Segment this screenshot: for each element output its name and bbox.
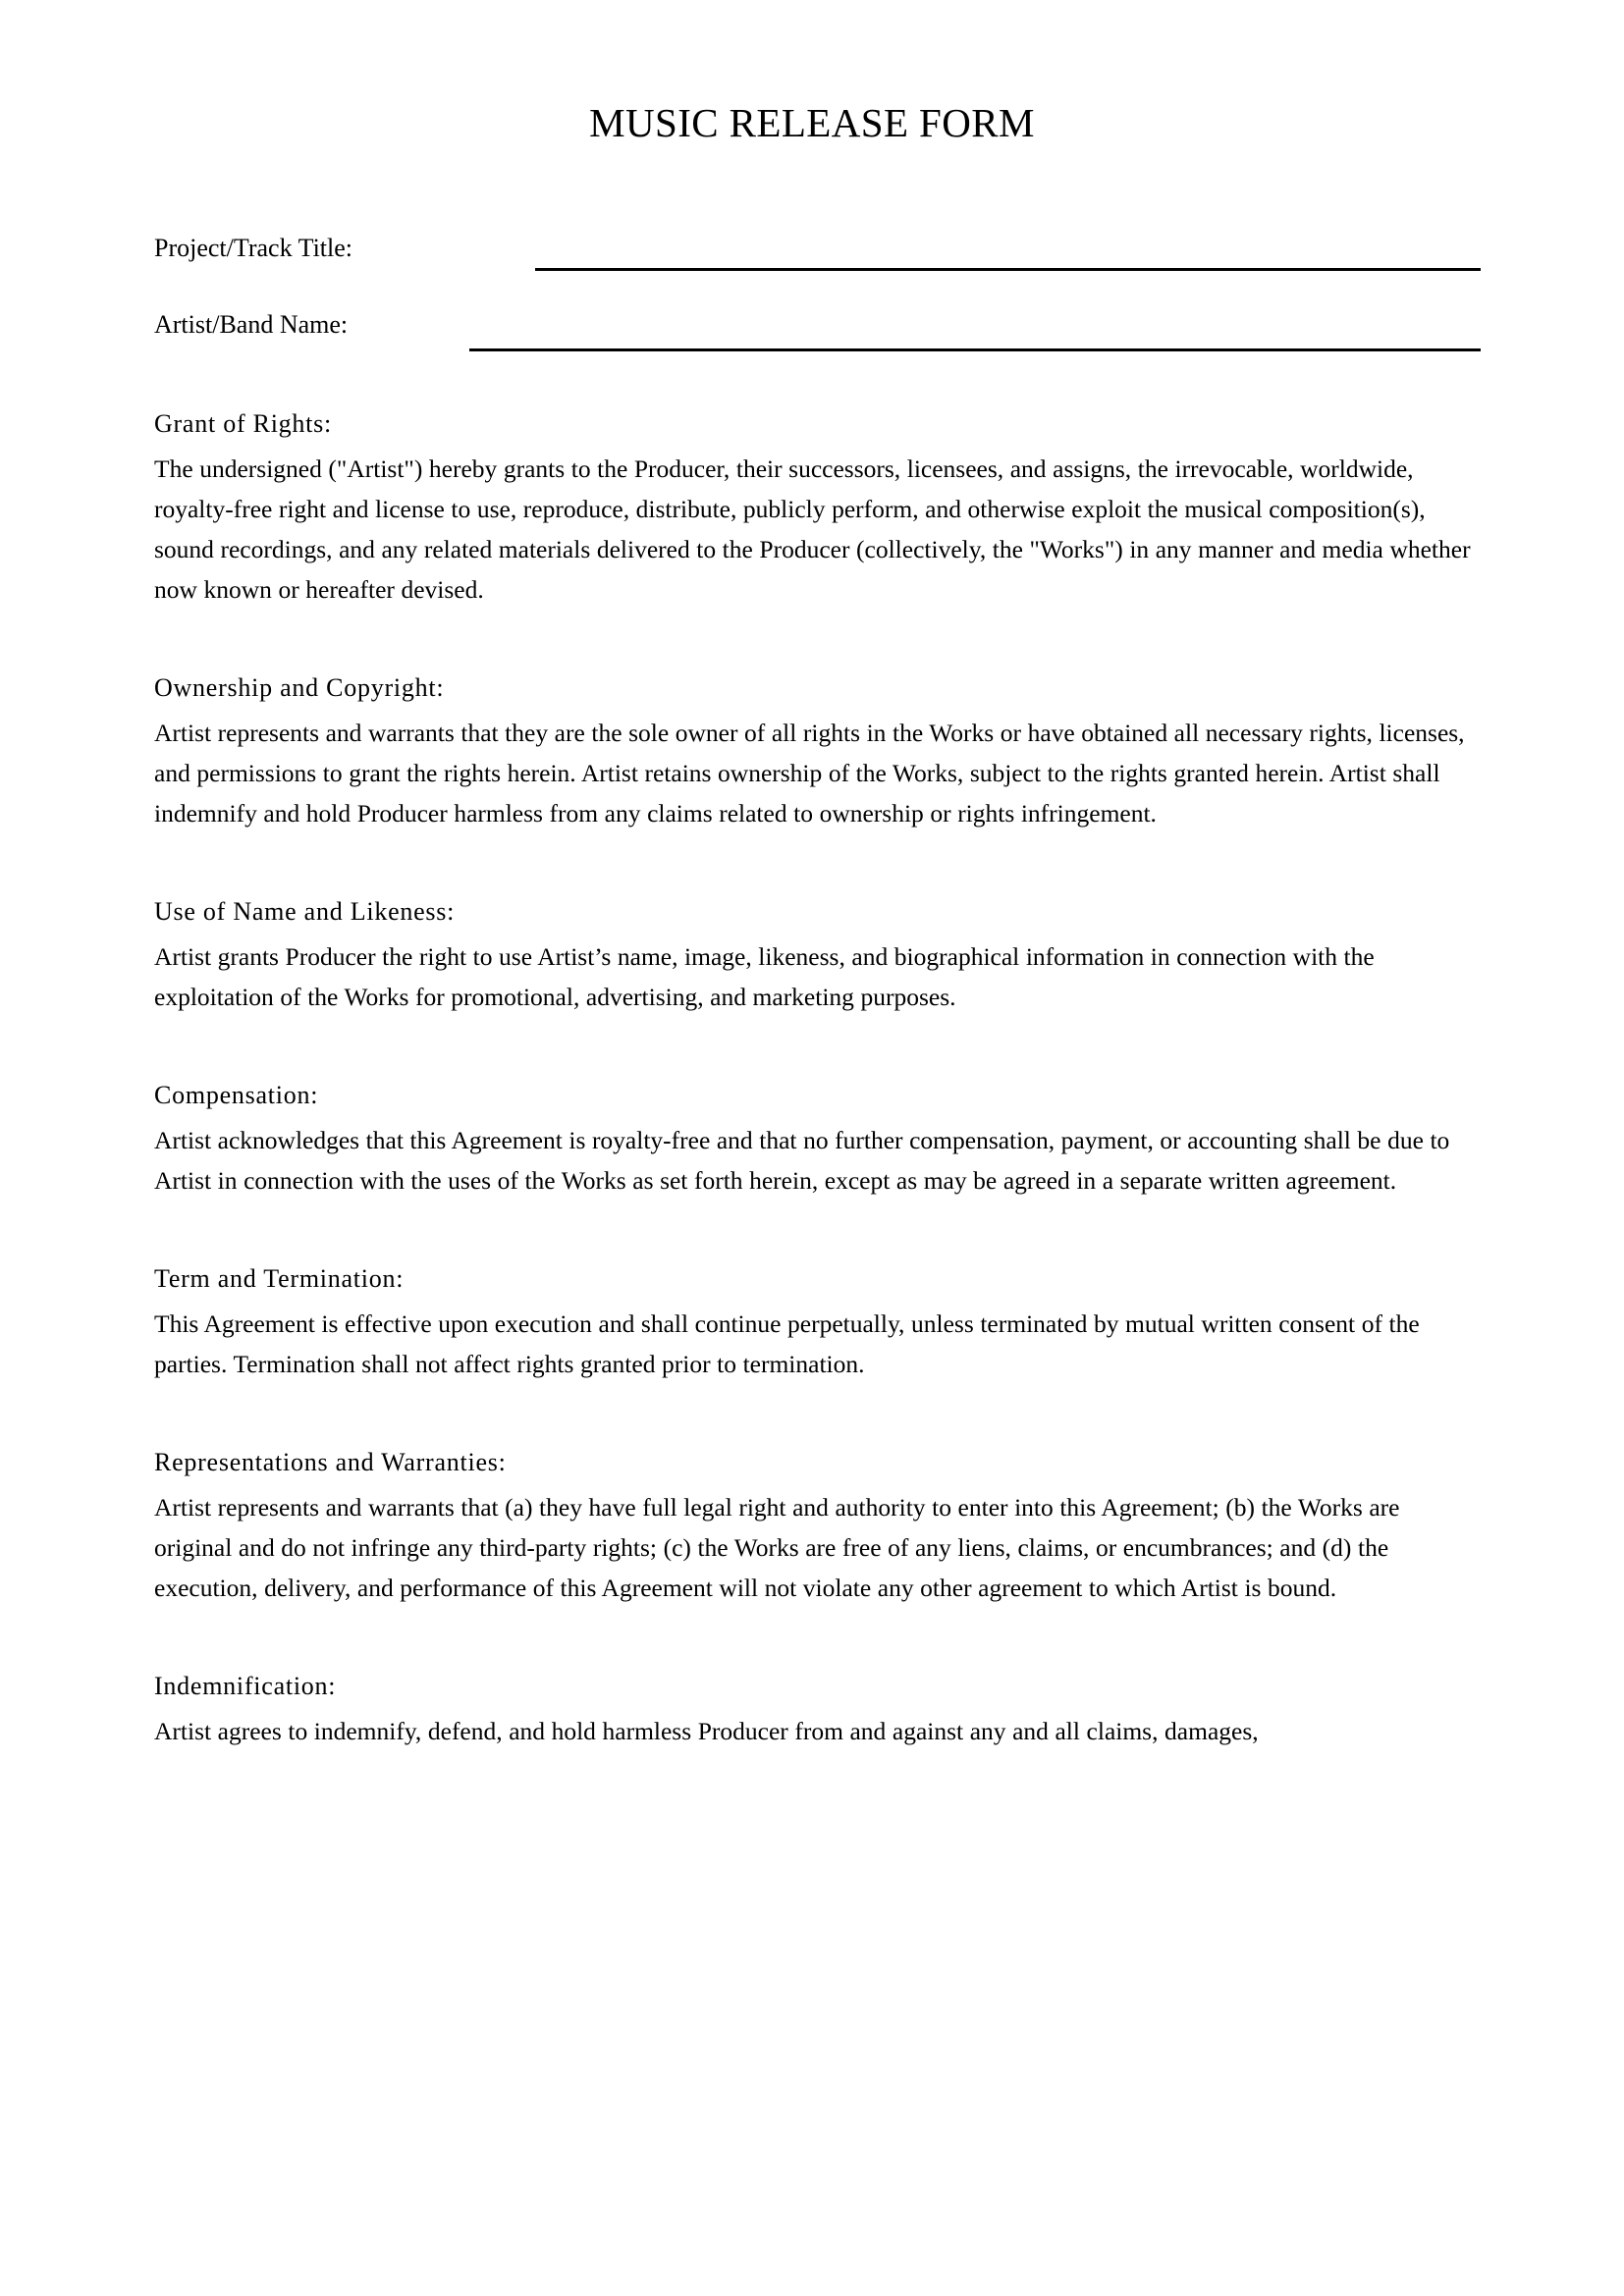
form-field-project-track-title[interactable] bbox=[154, 228, 1481, 304]
section-grant-of-rights bbox=[154, 404, 1481, 610]
document-content bbox=[154, 228, 1481, 1751]
section-heading: Term and Termination: bbox=[154, 1264, 405, 1293]
artist-band-name-label: Artist/Band Name: bbox=[154, 310, 349, 339]
project-track-title-label: Project/Track Title: bbox=[154, 234, 353, 262]
section-body: The undersigned ("Artist") hereby grants to the Producer, their successors, licensees, and assigns, the irrevocable, worldwide, royalty-free right and license to use, reproduce, distribute, publicly perform, and otherwise exploit the musical composition(s), sound recordings, and any related materials delivered to the Producer (collectively, the "Works") in any manner and media whether now known or hereafter devised. bbox=[154, 454, 1471, 604]
section-body: Artist represents and warrants that they are the sole owner of all rights in the Works or have obtained all necessary rights, licenses, and permissions to grant the rights herein. Artist retains ownership of the Works, subject to the rights granted herein. Artist shall indemnify and hold Producer harmless from any claims related to ownership or rights infringement. bbox=[154, 719, 1465, 828]
section-heading: Use of Name and Likeness: bbox=[154, 897, 456, 926]
section-term-and-termination bbox=[154, 1259, 1481, 1384]
project-track-title-input-rule[interactable] bbox=[535, 268, 1481, 271]
section-body: This Agreement is effective upon execution and shall continue perpetually, unless terminated by mutual written consent of the parties. Termination shall not affect rights granted prior to termination. bbox=[154, 1309, 1420, 1378]
section-compensation bbox=[154, 1076, 1481, 1201]
form-field-artist-band-name[interactable] bbox=[154, 304, 1481, 381]
section-heading: Ownership and Copyright: bbox=[154, 673, 445, 702]
section-heading: Representations and Warranties: bbox=[154, 1448, 507, 1476]
section-indemnification bbox=[154, 1667, 1481, 1751]
section-heading: Indemnification: bbox=[154, 1672, 337, 1700]
section-heading: Grant of Rights: bbox=[154, 409, 332, 438]
section-body: Artist represents and warrants that (a) they have full legal right and authority to enter into this Agreement; (b) the Works are original and do not infringe any third-party rights; (c) the Works are free of any liens, claims, or encumbrances; and (d) the execution, delivery, and performance of this Agreement will not violate any other agreement to which Artist is bound. bbox=[154, 1493, 1400, 1602]
section-body: Artist agrees to indemnify, defend, and hold harmless Producer from and against any and all claims, damages, bbox=[154, 1717, 1259, 1745]
section-body: Artist acknowledges that this Agreement is royalty-free and that no further compensation, payment, or accounting shall be due to Artist in connection with the uses of the Works as set forth herein, except as may be agreed in a separate written agreement. bbox=[154, 1126, 1450, 1195]
artist-band-name-input-rule[interactable] bbox=[469, 348, 1481, 351]
section-ownership-and-copyright bbox=[154, 668, 1481, 833]
section-use-of-name-and-likeness bbox=[154, 892, 1481, 1017]
page-title: MUSIC RELEASE FORM bbox=[589, 100, 1035, 146]
section-representations-and-warranties bbox=[154, 1443, 1481, 1608]
section-heading: Compensation: bbox=[154, 1081, 319, 1109]
section-body: Artist grants Producer the right to use Artist’s name, image, likeness, and biographical information in connection with the exploitation of the Works for promotional, advertising, and marketing purposes. bbox=[154, 942, 1375, 1011]
